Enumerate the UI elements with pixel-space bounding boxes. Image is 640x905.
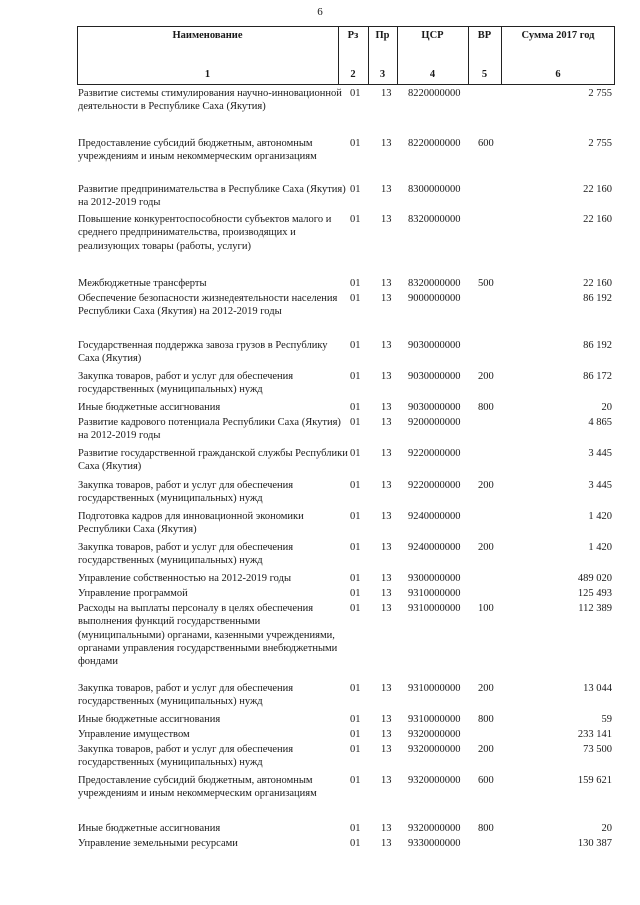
row-rz: 01: [350, 371, 361, 382]
row-sum: 22 160: [583, 214, 612, 225]
row-rz: 01: [350, 138, 361, 149]
row-pr: 13: [381, 729, 392, 740]
row-name: Предоставление субсидий бюджетным, автономным учреждениям и иным некоммерческим организациям: [78, 138, 317, 163]
row-rz: 01: [350, 603, 361, 614]
row-rz: 01: [350, 293, 361, 304]
row-vr: 500: [478, 278, 494, 289]
row-name: Управление программой: [78, 588, 188, 599]
row-pr: 13: [381, 683, 392, 694]
row-rz: 01: [350, 448, 361, 459]
row-csr: 9030000000: [408, 402, 461, 413]
row-pr: 13: [381, 542, 392, 553]
row-pr: 13: [381, 138, 392, 149]
row-sum: 73 500: [583, 744, 612, 755]
row-vr: 600: [478, 138, 494, 149]
row-pr: 13: [381, 88, 392, 99]
row-vr: 200: [478, 683, 494, 694]
row-vr: 200: [478, 480, 494, 491]
row-rz: 01: [350, 714, 361, 725]
row-pr: 13: [381, 417, 392, 428]
row-csr: 9220000000: [408, 448, 461, 459]
row-csr: 9300000000: [408, 573, 461, 584]
row-rz: 01: [350, 542, 361, 553]
row-csr: 9310000000: [408, 714, 461, 725]
row-sum: 112 389: [578, 603, 612, 614]
row-csr: 9000000000: [408, 293, 461, 304]
row-sum: 86 192: [583, 340, 612, 351]
row-csr: 9240000000: [408, 542, 461, 553]
row-sum: 130 387: [577, 838, 612, 849]
row-csr: 9310000000: [408, 588, 461, 599]
row-vr: 200: [478, 744, 494, 755]
row-name: Управление собственностью на 2012-2019 годы: [78, 573, 292, 584]
row-sum: 1 420: [588, 511, 612, 522]
row-pr: 13: [381, 371, 392, 382]
row-csr: 8320000000: [408, 278, 461, 289]
header-csr: ЦСР: [421, 30, 444, 41]
row-pr: 13: [381, 340, 392, 351]
row-name: Государственная поддержка завоза грузов в Республику Саха (Якутия): [78, 340, 328, 365]
row-csr: 8300000000: [408, 184, 461, 195]
row-sum: 4 865: [588, 417, 612, 428]
row-name: Межбюджетные трансферты: [78, 278, 207, 289]
row-name: Закупка товаров, работ и услуг для обеспечения государственных (муниципальных) нужд: [78, 480, 294, 505]
row-sum: 2 755: [588, 138, 612, 149]
row-csr: 9330000000: [408, 838, 461, 849]
row-vr: 800: [478, 823, 494, 834]
row-vr: 200: [478, 371, 494, 382]
header-rz: Рз: [347, 30, 359, 41]
row-sum: 59: [601, 714, 612, 725]
row-sum: 159 621: [577, 775, 612, 786]
row-pr: 13: [381, 744, 392, 755]
row-csr: 9320000000: [408, 823, 461, 834]
row-csr: 9320000000: [408, 775, 461, 786]
row-csr: 8320000000: [408, 214, 461, 225]
row-sum: 13 044: [583, 683, 612, 694]
row-vr: 200: [478, 542, 494, 553]
row-sum: 22 160: [583, 278, 612, 289]
row-pr: 13: [381, 823, 392, 834]
row-name: Предоставление субсидий бюджетным, автономным учреждениям и иным некоммерческим организациям: [78, 775, 317, 800]
row-csr: 9240000000: [408, 511, 461, 522]
row-sum: 86 172: [583, 371, 612, 382]
row-csr: 9030000000: [408, 340, 461, 351]
header-num-pr: 3: [379, 69, 386, 80]
row-pr: 13: [381, 214, 392, 225]
row-name: Иные бюджетные ассигнования: [78, 823, 221, 834]
row-rz: 01: [350, 340, 361, 351]
row-rz: 01: [350, 278, 361, 289]
row-rz: 01: [350, 744, 361, 755]
row-sum: 2 755: [588, 88, 612, 99]
row-name: Обеспечение безопасности жизнедеятельности населения Республики Саха (Якутия) на 2012-2019 годы: [78, 293, 338, 318]
row-rz: 01: [350, 683, 361, 694]
row-pr: 13: [381, 588, 392, 599]
header-num-sum: 6: [555, 69, 561, 80]
row-name: Развитие системы стимулирования научно-инновационной деятельности в Республике Саха (Якутия): [78, 88, 342, 113]
row-rz: 01: [350, 511, 361, 522]
row-pr: 13: [381, 402, 392, 413]
row-sum: 233 141: [577, 729, 612, 740]
row-name: Закупка товаров, работ и услуг для обеспечения государственных (муниципальных) нужд: [78, 371, 294, 396]
header-name: Наименование: [172, 30, 243, 41]
row-name: Иные бюджетные ассигнования: [78, 714, 221, 725]
row-sum: 1 420: [588, 542, 612, 553]
row-name: Закупка товаров, работ и услуг для обеспечения государственных (муниципальных) нужд: [78, 542, 294, 567]
header-vr: ВР: [477, 30, 492, 41]
row-name: Подготовка кадров для инновационной экономики Республики Саха (Якутия): [78, 511, 304, 536]
row-name: Повышение конкурентоспособности субъектов малого и среднего предпринимательства, производящих и реализующих товары (работы, услуги): [78, 214, 332, 252]
row-rz: 01: [350, 729, 361, 740]
header-num-vr: 5: [481, 69, 488, 80]
row-name: Развитие кадрового потенциала Республики Саха (Якутия) на 2012-2019 годы: [78, 417, 341, 442]
row-csr: 9310000000: [408, 603, 461, 614]
row-sum: 489 020: [577, 573, 612, 584]
row-name: Развитие государственной гражданской службы Республики Саха (Якутия): [78, 448, 348, 473]
row-sum: 22 160: [583, 184, 612, 195]
header-sum: Сумма 2017 год: [521, 30, 595, 41]
row-pr: 13: [381, 838, 392, 849]
row-pr: 13: [381, 448, 392, 459]
row-csr: 9320000000: [408, 729, 461, 740]
header-num-name: 1: [204, 69, 211, 80]
header-num-csr: 4: [429, 69, 436, 80]
row-sum: 86 192: [583, 293, 612, 304]
header-num-rz: 2: [350, 69, 356, 80]
row-pr: 13: [381, 293, 392, 304]
row-name: Закупка товаров, работ и услуг для обеспечения государственных (муниципальных) нужд: [78, 744, 294, 769]
table-header: [77, 26, 615, 85]
row-sum: 20: [601, 402, 612, 413]
row-csr: 8220000000: [408, 138, 461, 149]
row-rz: 01: [350, 573, 361, 584]
row-rz: 01: [350, 402, 361, 413]
row-csr: 9220000000: [408, 480, 461, 491]
row-rz: 01: [350, 838, 361, 849]
row-rz: 01: [350, 214, 361, 225]
row-rz: 01: [350, 480, 361, 491]
row-name: Иные бюджетные ассигнования: [78, 402, 221, 413]
row-vr: 600: [478, 775, 494, 786]
row-pr: 13: [381, 184, 392, 195]
page-number: 6: [317, 6, 323, 18]
row-pr: 13: [381, 603, 392, 614]
row-vr: 800: [478, 402, 494, 413]
row-pr: 13: [381, 511, 392, 522]
row-rz: 01: [350, 823, 361, 834]
row-csr: 9030000000: [408, 371, 461, 382]
row-rz: 01: [350, 417, 361, 428]
row-csr: 9200000000: [408, 417, 461, 428]
row-sum: 125 493: [577, 588, 612, 599]
row-vr: 100: [478, 603, 494, 614]
row-rz: 01: [350, 775, 361, 786]
row-pr: 13: [381, 573, 392, 584]
row-name: Управление земельными ресурсами: [78, 838, 238, 849]
row-name: Управление имуществом: [78, 729, 190, 740]
row-csr: 9320000000: [408, 744, 461, 755]
row-csr: 9310000000: [408, 683, 461, 694]
row-rz: 01: [350, 184, 361, 195]
row-sum: 3 445: [588, 448, 612, 459]
row-name: Расходы на выплаты персоналу в целях обеспечения выполнения функций государственными (муниципальными) органами, казенными учреждениями, органами управления государственными внебюджетными фондами: [78, 603, 338, 668]
row-sum: 3 445: [588, 480, 612, 491]
row-name: Закупка товаров, работ и услуг для обеспечения государственных (муниципальных) нужд: [78, 683, 294, 708]
header-pr: Пр: [375, 30, 390, 41]
row-pr: 13: [381, 480, 392, 491]
row-pr: 13: [381, 775, 392, 786]
row-name: Развитие предпринимательства в Республике Саха (Якутия) на 2012-2019 годы: [78, 184, 346, 209]
row-pr: 13: [381, 278, 392, 289]
row-csr: 8220000000: [408, 88, 461, 99]
row-pr: 13: [381, 714, 392, 725]
row-rz: 01: [350, 588, 361, 599]
row-sum: 20: [601, 823, 612, 834]
row-rz: 01: [350, 88, 361, 99]
row-vr: 800: [478, 714, 494, 725]
